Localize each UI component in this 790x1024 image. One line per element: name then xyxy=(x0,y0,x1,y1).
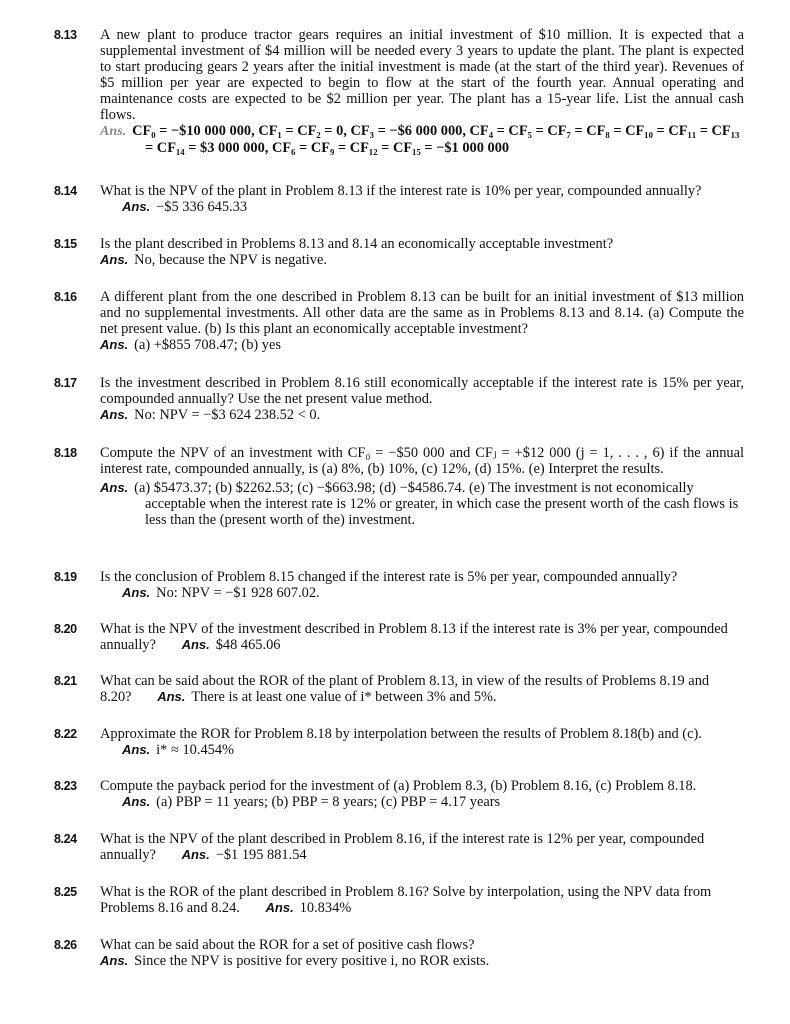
problem-number: 8.25 xyxy=(54,885,77,899)
answer-text: There is at least one value of i* between 3% and 5%. xyxy=(191,689,497,705)
answer-text: No, because the NPV is negative. xyxy=(134,252,327,268)
problem-number: 8.14 xyxy=(54,184,77,198)
problem-number: 8.17 xyxy=(54,376,77,390)
problem-answer xyxy=(100,953,744,969)
problem-number: 8.22 xyxy=(54,727,77,741)
problem-number: 8.13 xyxy=(54,28,77,42)
answer-text: (a) $5473.37; (b) $2262.53; (c) −$663.98; (d) −$4586.74. (e) The investment is not economically acceptable when the interest rate is 12% or greater, in which case the present worth of the cash flows is less than the (present worth of the) investment. xyxy=(134,480,739,528)
problem-answer xyxy=(100,252,744,268)
answer-text: $48 465.06 xyxy=(215,637,281,653)
answer-label: Ans. xyxy=(265,900,294,915)
answer-label: Ans. xyxy=(181,847,210,862)
problem-number: 8.15 xyxy=(54,237,77,251)
problem-question: A new plant to produce tractor gears requires an initial investment of $10 million. It is expected that a supplemental investment of $4 million will be needed every 3 years to update the plant. The plant is expected to start producing gears 2 years after the initial investment is made (at the start of the third year). Revenues of $5 million per year are expected to begin to flow at the start of the fourth year. Annual operating and maintenance costs are expected to be $2 million per year. The plant has a 15-year life. List the annual cash flows. xyxy=(100,27,744,123)
answer-label: Ans. xyxy=(122,794,151,809)
problem-number: 8.21 xyxy=(54,674,77,688)
answer-text: 10.834% xyxy=(299,900,352,916)
answer-label: Ans. xyxy=(100,953,129,968)
problem-question: What is the NPV of the plant described in Problem 8.16, if the interest rate is 12% per year, compounded annually? xyxy=(100,831,705,863)
answer-label: Ans. xyxy=(122,585,151,600)
problem-answer xyxy=(100,337,744,353)
problem-question: A different plant from the one described in Problem 8.13 can be built for an initial investment of $13 million and no supplemental investments. All other data are the same as in Problems 8.13 and 8.14. (a) Compute the net present value. (b) Is this plant an economically acceptable investment? xyxy=(100,289,744,337)
answer-label: Ans. xyxy=(122,742,151,757)
problem-question: What can be said about the ROR for a set of positive cash flows? xyxy=(100,937,475,953)
answer-label: Ans. xyxy=(122,199,151,214)
answer-label: Ans. xyxy=(100,337,129,352)
answer-text: (a) PBP = 11 years; (b) PBP = 8 years; (c) PBP = 4.17 years xyxy=(156,794,501,810)
problem-number: 8.26 xyxy=(54,938,77,952)
problem-question: What is the NPV of the plant in Problem 8.13 if the interest rate is 10% per year, compounded annually? xyxy=(100,183,702,199)
problem-question: Is the plant described in Problems 8.13 and 8.14 an economically acceptable investment? xyxy=(100,236,614,252)
answer-label: Ans. xyxy=(100,407,129,422)
answer-label: Ans. xyxy=(181,637,210,652)
problem-question: Approximate the ROR for Problem 8.18 by interpolation between the results of Problem 8.18(b) and (c). xyxy=(100,726,702,742)
answer-label: Ans. xyxy=(100,252,129,267)
problem-number: 8.20 xyxy=(54,622,77,636)
problem-answer xyxy=(100,480,744,528)
problem-number: 8.16 xyxy=(54,290,77,304)
answer-text: CF₀ = −$10 000 000, CF₁ = CF₂ = 0, CF₃ = −$6 000 000, CF₄ = CF₅ = CF₇ = CF₈ = CF₁₀ = CF₁₁ = CF₁₃ = CF₁₄ = $3 000 000, CF₆ = CF₉ = CF₁₂ = CF₁₅ = −$1 000 000 xyxy=(132,123,740,156)
problem-question: Is the conclusion of Problem 8.15 changed if the interest rate is 5% per year, compounded annually? xyxy=(100,569,678,585)
problem-question: Compute the payback period for the investment of (a) Problem 8.3, (b) Problem 8.16, (c) Problem 8.18. xyxy=(100,778,697,794)
answer-text: (a) +$855 708.47; (b) yes xyxy=(134,337,281,353)
answer-label: Ans. xyxy=(157,689,186,704)
problem-question: Is the investment described in Problem 8.16 still economically acceptable if the interest rate is 15% per year, compounded annually? Use the net present value method. xyxy=(100,375,744,407)
answer-text: No: NPV = −$3 624 238.52 < 0. xyxy=(134,407,321,423)
problem-number: 8.23 xyxy=(54,779,77,793)
problem-question: What can be said about the ROR of the plant of Problem 8.13, in view of the results of Problems 8.19 and 8.20? xyxy=(100,673,710,705)
problem-question: Compute the NPV of an investment with CF₀ = −$50 000 and CFⱼ = +$12 000 (j = 1, . . . , 6) if the annual interest rate, compounded annually, is (a) 8%, (b) 10%, (c) 12%, (d) 15%. (e) Interpret the results. xyxy=(100,445,744,477)
answer-text: −$1 195 881.54 xyxy=(215,847,307,863)
problem-question: What is the ROR of the plant described in Problem 8.16? Solve by interpolation, using the NPV data from Problems 8.16 and 8.24. xyxy=(100,884,712,916)
problem-answer xyxy=(100,407,744,423)
problem-answer xyxy=(100,123,744,156)
answer-text: i* ≈ 10.454% xyxy=(156,742,235,758)
problem-number: 8.19 xyxy=(54,570,77,584)
problem-number: 8.18 xyxy=(54,446,77,460)
answer-label: Ans. xyxy=(100,480,129,495)
answer-text: −$5 336 645.33 xyxy=(156,199,248,215)
answer-label: Ans. xyxy=(100,124,127,139)
answer-text: Since the NPV is positive for every positive i, no ROR exists. xyxy=(134,953,490,969)
answer-text: No: NPV = −$1 928 607.02. xyxy=(156,585,320,601)
problem-question: What is the NPV of the investment described in Problem 8.13 if the interest rate is 3% per year, compounded annually? xyxy=(100,621,728,653)
problem-number: 8.24 xyxy=(54,832,77,846)
